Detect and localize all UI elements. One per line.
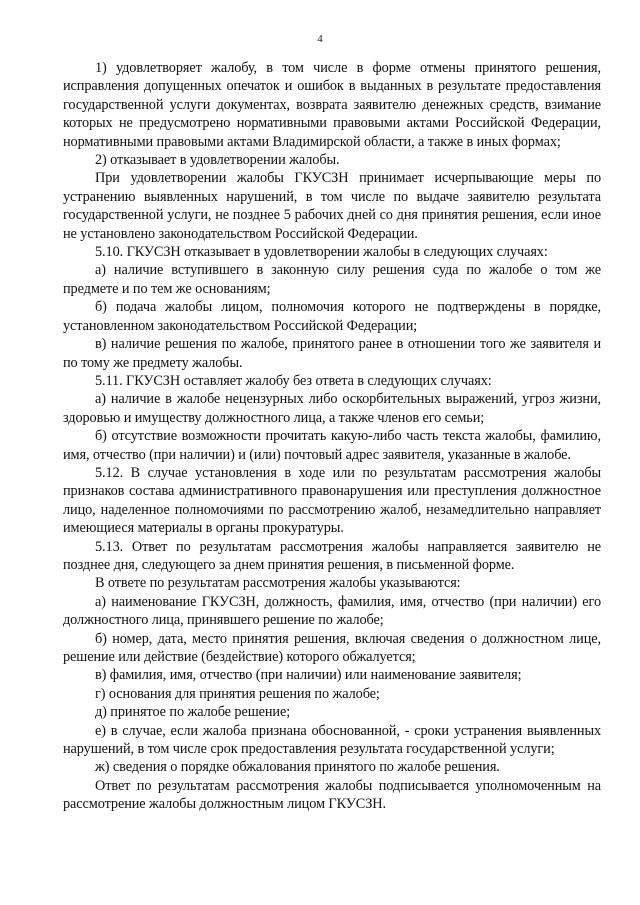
paragraph-response-signature: Ответ по результатам рассмотрения жалобы подписывается уполномоченным на рассмотрение жалобы должностным лицом ГКУСЗН. — [63, 777, 601, 813]
paragraph-response-zh: ж) сведения о порядке обжалования принятого по жалобе решения. — [95, 759, 500, 776]
paragraph-response-e: е) в случае, если жалоба признана обоснованной, - сроки устранения выявленных нарушений, в том числе срок предоставления результата государственной услуги; — [63, 722, 601, 758]
paragraph-5-11-heading: 5.11. ГКУСЗН оставляет жалобу без ответа в следующих случаях: — [95, 372, 492, 389]
paragraph-5-10-heading: 5.10. ГКУСЗН отказывает в удовлетворении жалобы в следующих случаях: — [95, 244, 548, 261]
page-number: 4 — [317, 33, 323, 45]
paragraph-5-10-a: а) наличие вступившего в законную силу решения суда по жалобе о том же предмете и по тем же основаниям; — [63, 262, 601, 297]
paragraph-response-v: в) фамилия, имя, отчество (при наличии) или наименование заявителя; — [95, 667, 522, 684]
paragraph-5-13: 5.13. Ответ по результатам рассмотрения жалобы направляется заявителю не позднее дня, следующего за днем принятия решения, в письменной форме. — [63, 538, 601, 573]
paragraph-satisfaction-measures: При удовлетворении жалобы ГКУСЗН принимает исчерпывающие меры по устранению выявленных нарушений, в том числе по выдаче заявителю результата государственной услуги, не позднее 5 рабочих дней со дня принятия решения, если иное не установлено законодательством Российской Федерации. — [63, 170, 601, 242]
paragraph-1-satisfy-complaint: 1) удовлетворяет жалобу, в том числе в форме отмены принятого решения, исправления допущенных опечаток и ошибок в выданных в результате предоставления государственной услуги документах, возврата заявителю денежных средств, взимание которых не предусмотрено нормативными правовыми актами Российской Федерации, нормативными правовыми актами Владимирской области, а также в иных формах; — [63, 60, 601, 150]
paragraph-response-a: а) наименование ГКУСЗН, должность, фамилия, имя, отчество (при наличии) его должностного лица, принявшего решение по жалобе; — [63, 593, 601, 629]
paragraph-response-b: б) номер, дата, место принятия решения, включая сведения о должностном лице, решение или действие (бездействие) которого обжалуется; — [63, 630, 601, 665]
document-body — [63, 59, 601, 814]
paragraph-response-contents-heading: В ответе по результатам рассмотрения жалобы указываются: — [95, 575, 461, 592]
paragraph-5-10-b: б) подача жалобы лицом, полномочия которого не подтверждены в порядке, установленном законодательством Российской Федерации; — [63, 299, 601, 334]
paragraph-2-refuse-complaint: 2) отказывает в удовлетворении жалобы. — [95, 152, 340, 169]
paragraph-5-11-b: б) отсутствие возможности прочитать какую-либо часть текста жалобы, фамилию, имя, отчество (при наличии) и (или) почтовый адрес заявителя, указанные в жалобе. — [63, 428, 601, 463]
paragraph-response-d: д) принятое по жалобе решение; — [95, 704, 291, 721]
paragraph-5-12: 5.12. В случае установления в ходе или по результатам рассмотрения жалобы признаков состава административного правонарушения или преступления должностное лицо, наделенное полномочиями по рассмотрению жалоб, незамедлительно направляет имеющиеся материалы в органы прокуратуры. — [63, 464, 601, 537]
paragraph-response-g: г) основания для принятия решения по жалобе; — [95, 685, 380, 702]
paragraph-5-10-v: в) наличие решения по жалобе, принятого ранее в отношении того же заявителя и по тому же предмету жалобы. — [63, 336, 601, 371]
paragraph-5-11-a: а) наличие в жалобе нецензурных либо оскорбительных выражений, угроз жизни, здоровью и имуществу должностного лица, а также членов его семьи; — [63, 391, 601, 426]
